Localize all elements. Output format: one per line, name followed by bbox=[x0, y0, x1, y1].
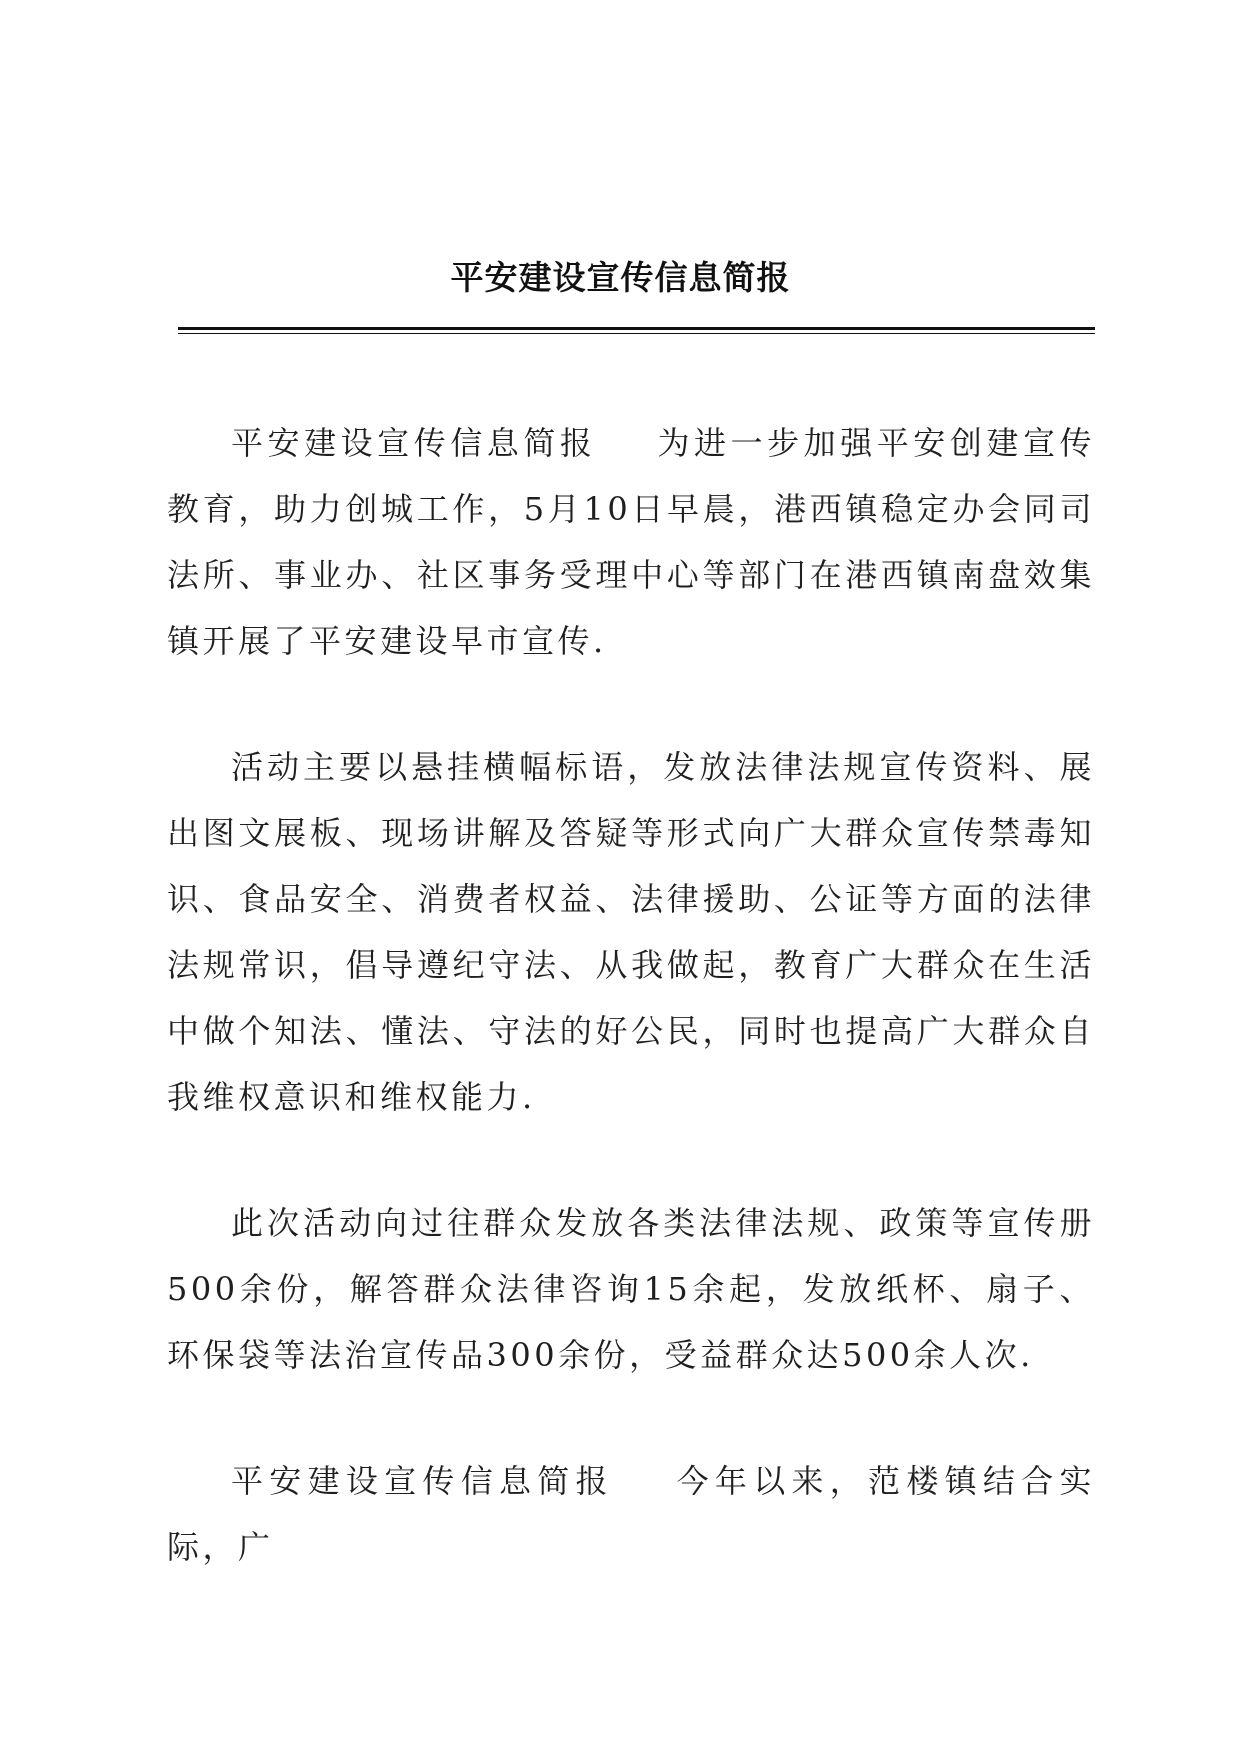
title-divider-thick bbox=[178, 327, 1095, 330]
paragraph-text: 活动主要以悬挂横幅标语，发放法律法规宣传资料、展出图文展板、现场讲解及答疑等形式向广大群众宣传禁毒知识、食品安全、消费者权益、法律援助、公证等方面的法律法规常识，倡导遵纪守法、从我做起，教育广大群众在生活中做个知法、懂法、守法的好公民，同时也提高广大群众自我维权意识和维权能力. bbox=[167, 748, 1095, 1116]
paragraph-lead: 平安建设宣传信息简报 bbox=[231, 1462, 614, 1500]
body-paragraph-1 bbox=[167, 410, 1095, 674]
paragraph-text: 今年以来，范楼镇结合实际，广 bbox=[167, 1462, 1095, 1566]
paragraph-text: 此次活动向过往群众发放各类法律法规、政策等宣传册500余份，解答群众法律咨询15余起，发放纸杯、扇子、环保袋等法治宣传品300余份，受益群众达500余人次. bbox=[167, 1204, 1095, 1374]
body-paragraph-2 bbox=[167, 734, 1095, 1130]
paragraph-lead: 平安建设宣传信息简报 bbox=[231, 424, 597, 462]
body-paragraph-4 bbox=[167, 1448, 1095, 1580]
page-title: 平安建设宣传信息简报 bbox=[450, 258, 791, 297]
body-paragraph-3 bbox=[167, 1190, 1095, 1388]
paragraph-text: 为进一步加强平安创建宣传教育，助力创城工作，5月10日早晨，港西镇稳定办会同司法所、事业办、社区事务受理中心等部门在港西镇南盘效集镇开展了平安建设早市宣传. bbox=[167, 424, 1095, 660]
title-divider-thin bbox=[178, 333, 1095, 334]
